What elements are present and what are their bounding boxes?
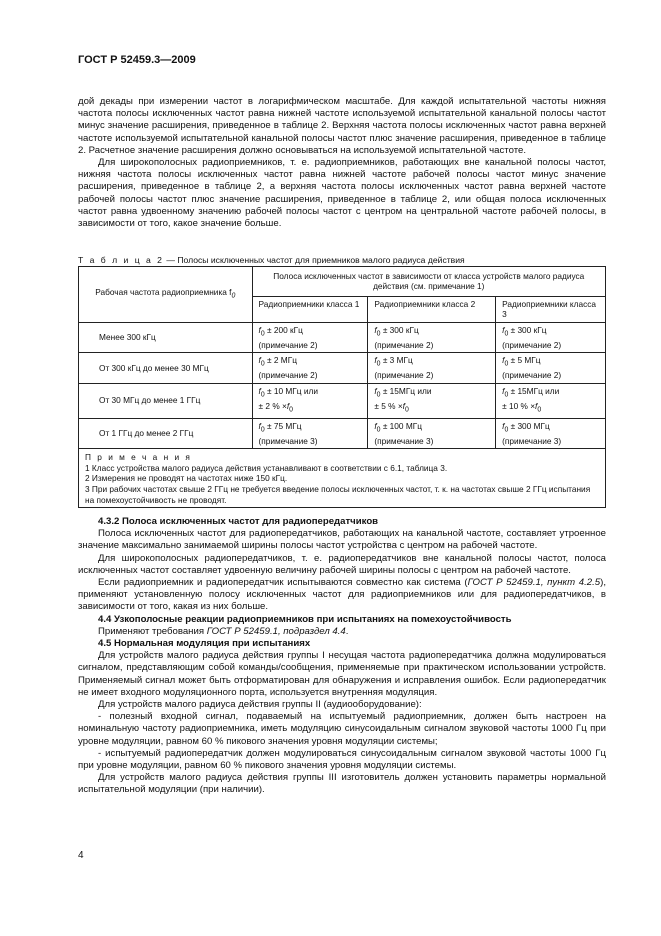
s432-paragraph-1: Полоса исключенных частот для радиопередатчиков, работающих на канальной частоте, составляет утроенное значение максимально занимаемой ширины полосы частот устройства с центром на рабочей частоте. xyxy=(78,528,606,552)
cell-class-2: $f_0 \pm 15МГц$ или ± 5 % $\times f_0$ xyxy=(368,383,496,418)
intro-block xyxy=(78,96,606,230)
cell-class-3: $f_0 \pm 300$ МГц (примечание 3) xyxy=(496,418,606,448)
notes-title: П р и м е ч а н и я xyxy=(85,452,192,463)
group-header: Полоса исключенных частот в зависимости от класса устройств малого радиуса действия (см. примечание 1) xyxy=(252,267,605,297)
table-row xyxy=(79,383,606,418)
s44-paragraph: Применяют требования ГОСТ Р 52459.1, подраздел 4.4. xyxy=(98,625,349,637)
cell-class-3: $f_0 \pm 5$ МГц (примечание 2) xyxy=(496,353,606,383)
row-frequency: От 300 кГц до менее 30 МГц xyxy=(79,353,253,383)
cell-class-1: $f_0 \pm 200$ кГц (примечание 2) xyxy=(252,322,368,352)
row-frequency: Менее 300 кГц xyxy=(79,322,253,352)
table-caption-text: — Полосы исключенных частот для приемников малого радиуса действия xyxy=(163,255,465,265)
col-header-frequency: Рабочая частота радиоприемника $f_0$ xyxy=(79,267,253,323)
s45-paragraph-2: Для устройств малого радиуса действия группы II (аудиооборудование): xyxy=(98,699,422,711)
cell-class-3: $f_0 \pm 300$ кГц (примечание 2) xyxy=(496,322,606,352)
table-notes xyxy=(79,449,606,508)
cell-class-1: $f_0 \pm 10$ МГц или ± 2 % $\times f_0$ xyxy=(252,383,368,418)
reference-link: ГОСТ Р 52459.1, подраздел 4.4 xyxy=(206,625,346,637)
exclusion-band-table xyxy=(78,266,606,508)
note-1: 1 Класс устройства малого радиуса действия устанавливают в соответствии с 6.1, таблица 3. xyxy=(85,462,448,473)
cell-class-2: $f_0 \pm 300$ кГц (примечание 2) xyxy=(368,322,496,352)
cell-class-1: $f_0 \pm 75$ МГц (примечание 3) xyxy=(252,418,368,448)
class-header-2: Радиоприемники класса 2 xyxy=(368,296,496,322)
table-notes-row xyxy=(79,449,606,508)
class-header-1: Радиоприемники класса 1 xyxy=(252,296,368,322)
intro-paragraph-2: Для широкополосных радиоприемников, т. е. радиоприемников, работающих вне канальной полосы частот, нижняя частота полосы исключенных частот равна нижней частоте рабочей полосы частот минус значение расширения, приведенное в таблице 2, а верхняя частота полосы исключенных частот равна верхней частоте рабочей полосы частот плюс значение расширения, приведенное в таблице 2, или общая полоса исключенных частот равна удвоенному значению рабочей полосы частот с центром на центральной частоте рабочей полосы, в зависимости от того, какое значение больше. xyxy=(78,157,606,230)
table-caption-label: Т а б л и ц а 2 xyxy=(78,255,164,265)
cell-class-3: $f_0 \pm 15МГц$ или ± 10 % $\times f_0$ xyxy=(496,383,606,418)
cell-class-2: $f_0 \pm 3$ МГц (примечание 2) xyxy=(368,353,496,383)
table-row xyxy=(79,418,606,448)
intro-paragraph-1: дой декады при измерении частот в логарифмическом масштабе. Для каждой испытательной частоты нижняя частота полосы исключенных частот равна нижней частоте используемой испытательной канальной полосы частот минус значение расширения, приведенное в таблице 2. Верхняя частота полосы исключенных частот равна верхней частоте используемой испытательной канальной полосы частот плюс значение расширения, приведенное в таблице 2. Расчетное значение расширения должно основываться на используемой испытательной частоте. xyxy=(78,96,606,156)
note-3: 3 При рабочих частотах свыше 2 ГГц не требуется введение полосы исключенных частот, т. к. на частотах свыше 2 ГГц испытания на помехоустойчивость не проводят. xyxy=(85,483,591,505)
cell-class-2: $f_0 \pm 100$ МГц (примечание 3) xyxy=(368,418,496,448)
s432-paragraph-3: Если радиоприемник и радиопередатчик испытываются совместно как система (ГОСТ Р 52459.1, пункт 4.2.5), применяют установленную полосу исключенных частот для радиоприемников или для радиопередатчиков, в зависимости от того, какая из них больше. xyxy=(78,577,606,613)
section-title-4-4: 4.4 Узкополосные реакции радиоприемников при испытаниях на помехоустойчивость xyxy=(98,613,512,625)
note-2: 2 Измерения не проводят на частотах ниже 150 кГц. xyxy=(85,473,288,484)
s45-paragraph-3: - полезный входной сигнал, подаваемый на испытуемый радиоприемник, должен быть настроен на номинальную частоту радиоприемника, иметь модуляцию синусоидальным сигналом звуковой частоты 1000 Гц при уровне модуляции, равном 60 % пикового значения уровня модуляции системы; xyxy=(78,711,606,747)
table-row xyxy=(79,322,606,352)
table-caption xyxy=(78,255,465,265)
document-header: ГОСТ Р 52459.3—2009 xyxy=(78,54,196,66)
s45-paragraph-5: Для устройств малого радиуса действия группы III изготовитель должен установить параметры нормальной испытательной модуляции (при наличии). xyxy=(78,772,606,796)
table-header-row xyxy=(79,267,606,297)
s45-paragraph-4: - испытуемый радиопередатчик должен модулироваться синусоидальным сигналом звуковой частоты 1000 Гц при уровне модуляции, равном 60 % пикового значения уровня модуляции системы. xyxy=(78,747,606,772)
row-frequency: От 1 ГГц до менее 2 ГГц xyxy=(79,418,253,448)
table-row xyxy=(79,353,606,383)
class-header-3: Радиоприемники класса 3 xyxy=(496,296,606,322)
cell-class-1: $f_0 \pm 2$ МГц (примечание 2) xyxy=(252,353,368,383)
s45-paragraph-1: Для устройств малого радиуса действия группы I несущая частота радиопередатчика должна модулироваться сигналом, представляющим собой команды/сообщения, применяемые при практическом использовании устройств. Применяемый сигнал может быть отформатирован для обнаружения и исправления ошибок. Если радиопередатчик не имеет входного модуляционного порта, используется внутренняя модуляция. xyxy=(78,650,606,698)
section-title-4-5: 4.5 Нормальная модуляция при испытаниях xyxy=(98,638,311,650)
row-frequency: От 30 МГц до менее 1 ГГц xyxy=(79,383,253,418)
s432-paragraph-2: Для широкополосных радиопередатчиков, т. е. радиопередатчиков вне канальной полосы частот, полоса исключенных частот составляет удвоенную величину рабочей ширины полосы с центром на рабочей частоте. xyxy=(78,552,606,576)
section-title-4-3-2: 4.3.2 Полоса исключенных частот для радиопередатчиков xyxy=(98,516,379,527)
section-4-3-2 xyxy=(78,516,606,797)
reference-link: ГОСТ Р 52459.1, пункт 4.2.5 xyxy=(467,577,601,589)
page-number: 4 xyxy=(78,850,84,861)
